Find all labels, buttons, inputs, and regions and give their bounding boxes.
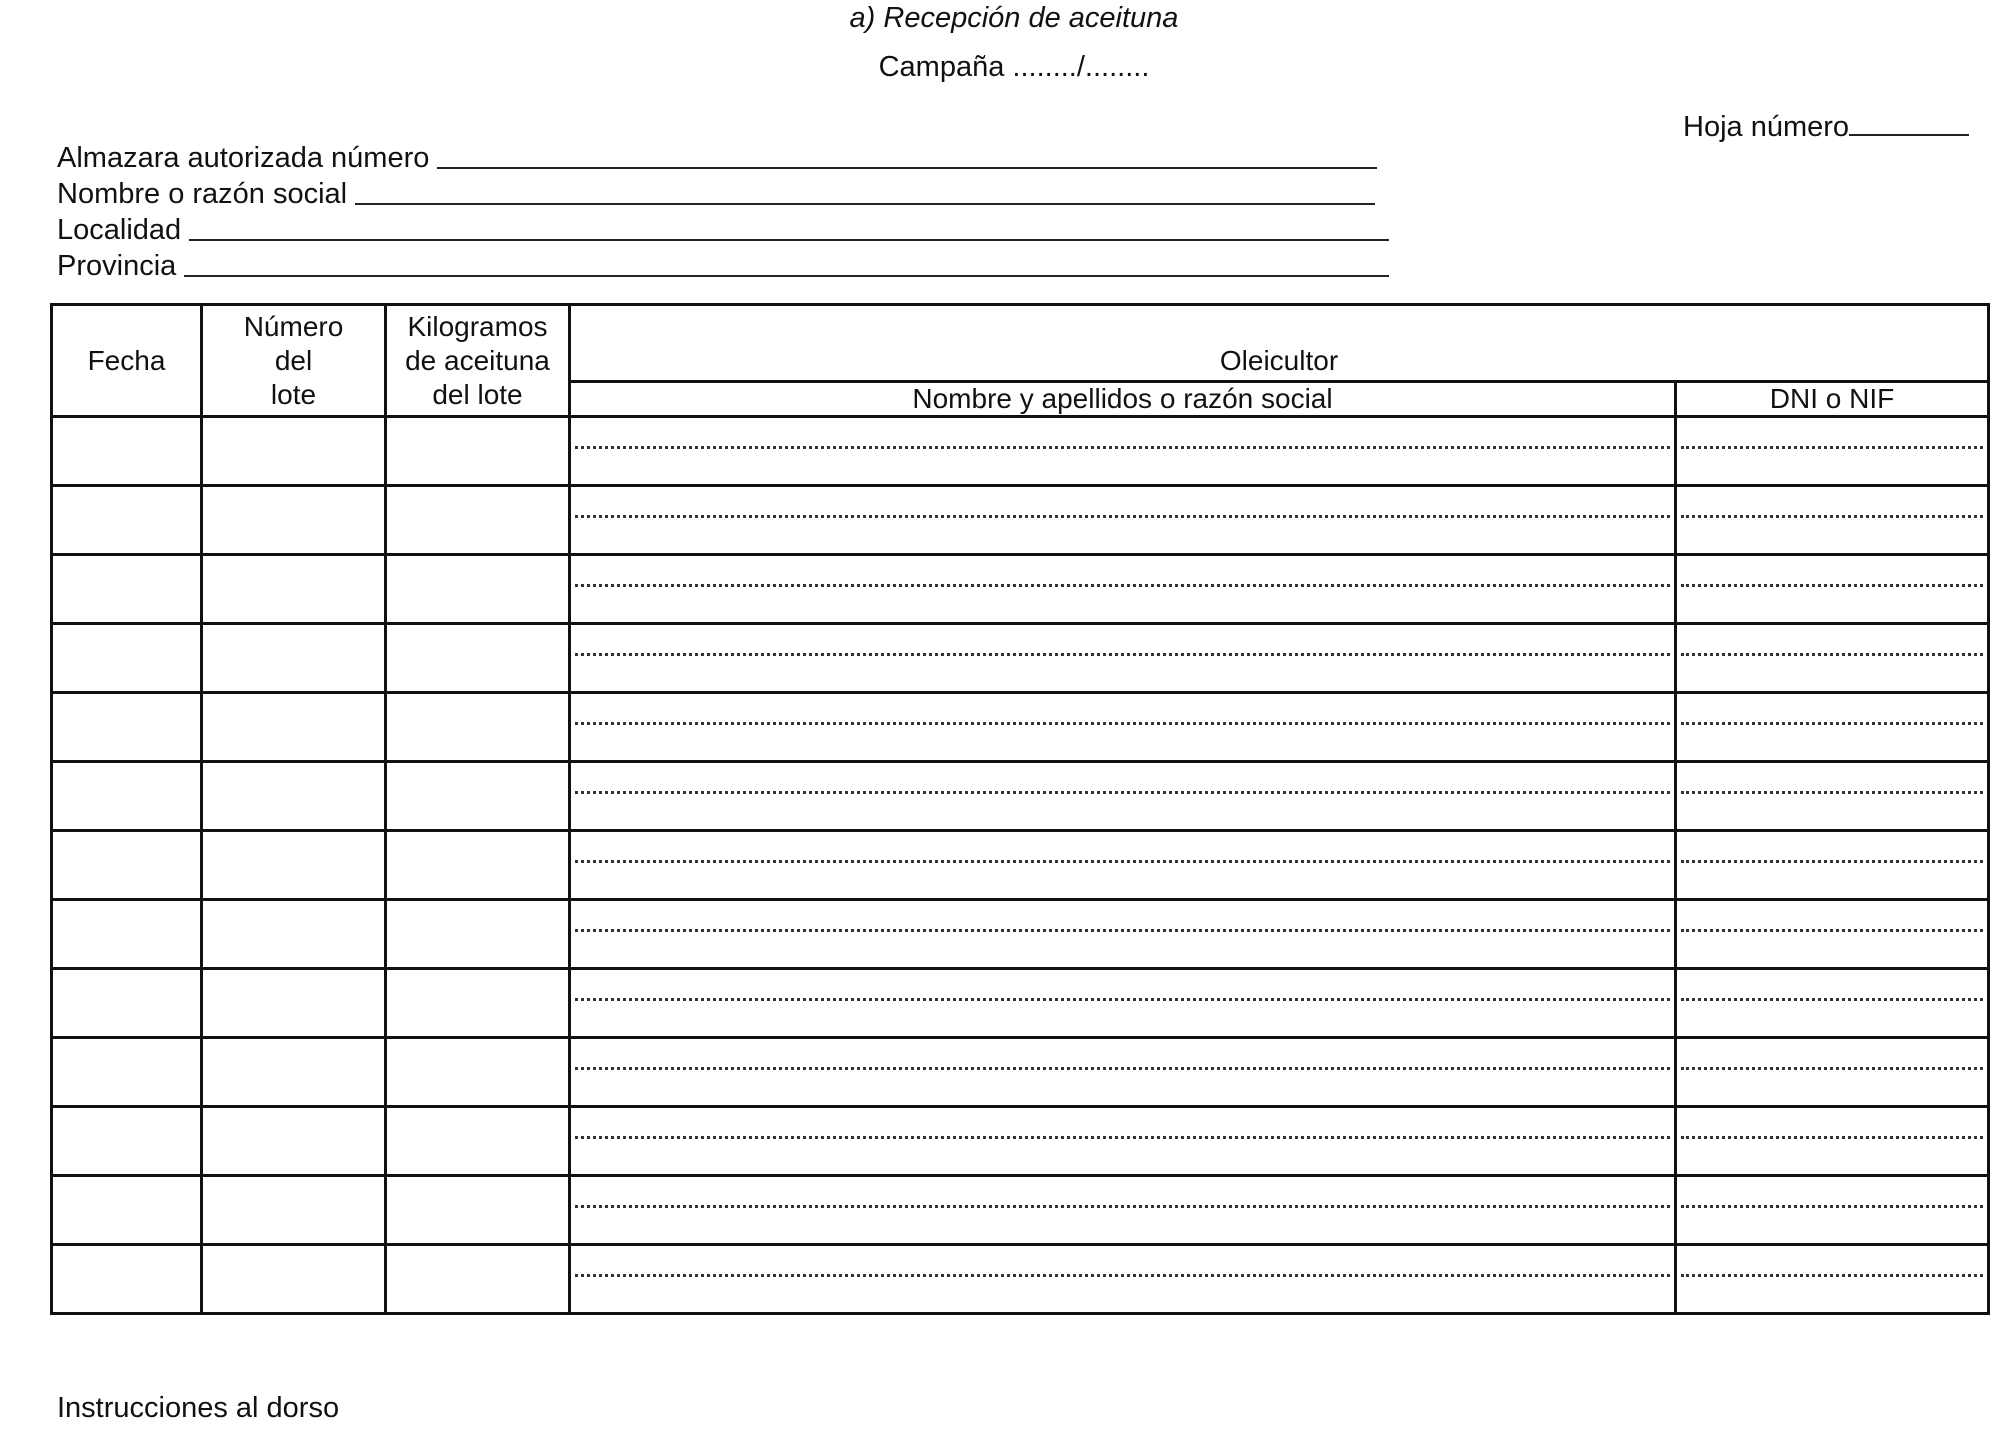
grower-header-label: Oleicultor bbox=[1219, 345, 1339, 376]
grower-name-cell[interactable] bbox=[570, 624, 1676, 693]
grower-id-cell[interactable] bbox=[1676, 624, 1989, 693]
lot-number-cell[interactable] bbox=[202, 900, 386, 969]
date-cell[interactable] bbox=[52, 1038, 202, 1107]
lot-number-header-line-2: del bbox=[274, 344, 313, 376]
kilograms-cell[interactable] bbox=[386, 486, 570, 555]
grower-name-cell[interactable] bbox=[570, 1107, 1676, 1176]
grower-id-cell[interactable] bbox=[1676, 417, 1989, 486]
grower-name-cell[interactable] bbox=[570, 1176, 1676, 1245]
table-row bbox=[52, 831, 1989, 900]
date-cell[interactable] bbox=[52, 417, 202, 486]
date-cell[interactable] bbox=[52, 900, 202, 969]
table-row bbox=[52, 900, 1989, 969]
almazara-number-label: Almazara autorizada número bbox=[57, 142, 430, 174]
date-cell[interactable] bbox=[52, 1176, 202, 1245]
grower-name-cell[interactable] bbox=[570, 555, 1676, 624]
table-row bbox=[52, 624, 1989, 693]
grower-name-cell[interactable] bbox=[570, 1038, 1676, 1107]
date-header-label: Fecha bbox=[87, 344, 166, 376]
lot-number-header-line-1: Número bbox=[243, 310, 344, 342]
name-header bbox=[570, 382, 1676, 417]
kilograms-header bbox=[386, 305, 570, 417]
olive-reception-table bbox=[50, 303, 1990, 1315]
kilograms-cell[interactable] bbox=[386, 693, 570, 762]
kilograms-cell[interactable] bbox=[386, 417, 570, 486]
grower-id-cell[interactable] bbox=[1676, 831, 1989, 900]
table-row bbox=[52, 486, 1989, 555]
lot-number-cell[interactable] bbox=[202, 624, 386, 693]
lot-number-cell[interactable] bbox=[202, 1038, 386, 1107]
table-row bbox=[52, 969, 1989, 1038]
locality-field[interactable] bbox=[57, 214, 1389, 247]
grower-id-cell[interactable] bbox=[1676, 486, 1989, 555]
lot-number-cell[interactable] bbox=[202, 1176, 386, 1245]
grower-id-cell[interactable] bbox=[1676, 900, 1989, 969]
id-header bbox=[1676, 382, 1989, 417]
table-row bbox=[52, 1107, 1989, 1176]
campaign-field[interactable]: Campaña ......../........ bbox=[878, 51, 1150, 83]
almazara-number-line[interactable] bbox=[437, 166, 1377, 169]
grower-id-cell[interactable] bbox=[1676, 555, 1989, 624]
lot-number-cell[interactable] bbox=[202, 1245, 386, 1314]
company-name-label: Nombre o razón social bbox=[57, 178, 348, 210]
sheet-number-label: Hoja número bbox=[1683, 111, 1850, 143]
grower-name-cell[interactable] bbox=[570, 1245, 1676, 1314]
grower-name-cell[interactable] bbox=[570, 417, 1676, 486]
date-cell[interactable] bbox=[52, 969, 202, 1038]
table-body bbox=[52, 417, 1989, 1314]
table-row bbox=[52, 1245, 1989, 1314]
grower-name-cell[interactable] bbox=[570, 762, 1676, 831]
sheet-number-blank[interactable] bbox=[1849, 110, 1969, 136]
table-row bbox=[52, 1038, 1989, 1107]
company-name-line[interactable] bbox=[355, 202, 1375, 205]
sheet-number-field[interactable] bbox=[1683, 110, 1969, 144]
grower-id-cell[interactable] bbox=[1676, 1107, 1989, 1176]
lot-number-cell[interactable] bbox=[202, 486, 386, 555]
province-label: Provincia bbox=[57, 250, 177, 282]
lot-number-cell[interactable] bbox=[202, 417, 386, 486]
grower-name-cell[interactable] bbox=[570, 486, 1676, 555]
kilograms-header-line-1: Kilogramos bbox=[407, 310, 548, 342]
lot-number-cell[interactable] bbox=[202, 693, 386, 762]
company-name-field[interactable] bbox=[57, 178, 1375, 211]
date-cell[interactable] bbox=[52, 1245, 202, 1314]
table-row bbox=[52, 1176, 1989, 1245]
grower-name-cell[interactable] bbox=[570, 831, 1676, 900]
kilograms-cell[interactable] bbox=[386, 831, 570, 900]
kilograms-cell[interactable] bbox=[386, 624, 570, 693]
date-cell[interactable] bbox=[52, 486, 202, 555]
grower-id-cell[interactable] bbox=[1676, 1176, 1989, 1245]
grower-name-cell[interactable] bbox=[570, 900, 1676, 969]
date-cell[interactable] bbox=[52, 555, 202, 624]
lot-number-header-line-3: lote bbox=[270, 378, 317, 410]
kilograms-cell[interactable] bbox=[386, 1176, 570, 1245]
form-title: a) Recepción de aceituna bbox=[849, 2, 1179, 34]
lot-number-header bbox=[202, 305, 386, 417]
date-cell[interactable] bbox=[52, 831, 202, 900]
grower-id-cell[interactable] bbox=[1676, 969, 1989, 1038]
id-header-label: DNI o NIF bbox=[1769, 383, 1895, 414]
kilograms-cell[interactable] bbox=[386, 969, 570, 1038]
grower-header bbox=[570, 305, 1989, 382]
lot-number-cell[interactable] bbox=[202, 762, 386, 831]
kilograms-cell[interactable] bbox=[386, 1038, 570, 1107]
kilograms-header-line-2: de aceituna bbox=[405, 344, 550, 376]
table-row bbox=[52, 762, 1989, 831]
grower-name-cell[interactable] bbox=[570, 969, 1676, 1038]
grower-id-cell[interactable] bbox=[1676, 693, 1989, 762]
locality-line[interactable] bbox=[189, 238, 1389, 241]
date-cell[interactable] bbox=[52, 762, 202, 831]
almazara-number-field[interactable] bbox=[57, 142, 1377, 175]
date-cell[interactable] bbox=[52, 693, 202, 762]
province-field[interactable] bbox=[57, 250, 1389, 283]
kilograms-header-line-3: del lote bbox=[432, 378, 523, 410]
table-row bbox=[52, 693, 1989, 762]
table-row bbox=[52, 555, 1989, 624]
kilograms-cell[interactable] bbox=[386, 1245, 570, 1314]
grower-name-cell[interactable] bbox=[570, 693, 1676, 762]
lot-number-cell[interactable] bbox=[202, 555, 386, 624]
locality-label: Localidad bbox=[57, 214, 182, 246]
instructions-note: Instrucciones al dorso bbox=[57, 1392, 340, 1424]
kilograms-cell[interactable] bbox=[386, 1107, 570, 1176]
date-header bbox=[52, 305, 202, 417]
kilograms-cell[interactable] bbox=[386, 555, 570, 624]
lot-number-cell[interactable] bbox=[202, 831, 386, 900]
grower-id-cell[interactable] bbox=[1676, 1038, 1989, 1107]
date-cell[interactable] bbox=[52, 624, 202, 693]
grower-id-cell[interactable] bbox=[1676, 762, 1989, 831]
province-line[interactable] bbox=[184, 274, 1389, 277]
date-cell[interactable] bbox=[52, 1107, 202, 1176]
lot-number-cell[interactable] bbox=[202, 969, 386, 1038]
kilograms-cell[interactable] bbox=[386, 762, 570, 831]
lot-number-cell[interactable] bbox=[202, 1107, 386, 1176]
name-header-label: Nombre y apellidos o razón social bbox=[912, 383, 1333, 414]
table-row bbox=[52, 417, 1989, 486]
kilograms-cell[interactable] bbox=[386, 900, 570, 969]
grower-id-cell[interactable] bbox=[1676, 1245, 1989, 1314]
